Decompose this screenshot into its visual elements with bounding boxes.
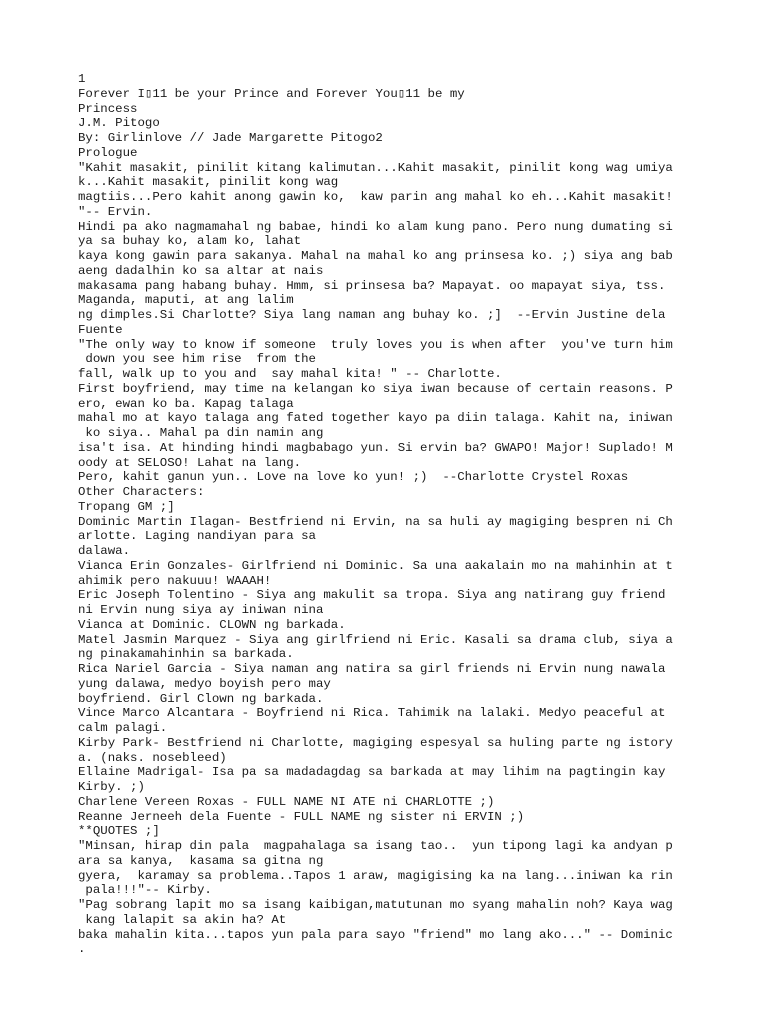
text-line: First boyfriend, may time na kelangan ko siya iwan because of certain reasons. P — [78, 381, 673, 396]
text-line: Vianca at Dominic. CLOWN ng barkada. — [78, 617, 346, 632]
text-line: Forever I▯11 be your Prince and Forever You▯11 be my — [78, 86, 465, 101]
text-line: 1 — [78, 72, 86, 86]
text-line: down you see him rise from the — [78, 352, 316, 367]
text-line: Hindi pa ako nagmamahal ng babae, hindi ko alam kung pano. Pero nung dumating si — [78, 219, 673, 234]
text-line: ero, ewan ko ba. Kapag talaga — [78, 396, 294, 411]
text-line: kang lalapit sa akin ha? At — [78, 912, 287, 927]
text-line: . — [78, 942, 86, 957]
text-line: yung dalawa, medyo boyish pero may — [78, 676, 331, 691]
text-line: ko siya.. Mahal pa din namin ang — [78, 426, 324, 440]
text-line: Rica Nariel Garcia - Siya naman ang natira sa girl friends ni Ervin nung nawala — [78, 662, 666, 676]
text-line: a. (naks. nosebleed) — [78, 750, 227, 765]
text-line: Dominic Martin Ilagan- Bestfriend ni Ervin, na sa huli ay magiging bespren ni Ch — [78, 514, 673, 529]
text-line: aeng dadalhin ko sa altar at nais — [78, 263, 324, 278]
text-line: J.M. Pitogo — [78, 116, 160, 131]
text-line: By: Girlinlove // Jade Margarette Pitogo2 — [78, 131, 383, 145]
text-line: Other Characters: — [78, 485, 205, 499]
text-line: Eric Joseph Tolentino - Siya ang makulit sa tropa. Siya ang natirang guy friend — [78, 588, 666, 603]
text-line: Kirby Park- Bestfriend ni Charlotte, magiging espesyal sa huling parte ng istory — [78, 735, 673, 750]
text-line: boyfriend. Girl Clown ng barkada. — [78, 691, 324, 706]
text-line: Vince Marco Alcantara - Boyfriend ni Rica. Tahimik na lalaki. Medyo peaceful at — [78, 706, 666, 721]
text-line: k...Kahit masakit, pinilit kong wag — [78, 175, 339, 190]
text-line: calm palagi. — [78, 721, 168, 735]
text-line: magtiis...Pero kahit anong gawin ko, kaw parin ang mahal ko eh...Kahit masakit! — [78, 190, 673, 204]
text-line: Tropang GM ;] — [78, 499, 175, 514]
text-line: Princess — [78, 101, 138, 116]
text-line: Fuente — [78, 322, 123, 337]
text-line: arlotte. Laging nandiyan para sa — [78, 529, 316, 544]
text-line: oody at SELOSO! Lahat na lang. — [78, 455, 302, 470]
text-line: makasama pang habang buhay. Hmm, si prinsesa ba? Mapayat. oo mapayat siya, tss. — [78, 278, 666, 293]
text-line: fall, walk up to you and say mahal kita! " -- Charlotte. — [78, 367, 502, 381]
text-line: Maganda, maputi, at ang lalim — [78, 293, 294, 308]
text-line: mahal mo at kayo talaga ang fated together kayo pa diin talaga. Kahit na, iniwan — [78, 411, 673, 426]
text-line: **QUOTES ;] — [78, 824, 160, 839]
text-line: dalawa. — [78, 544, 131, 558]
text-line: "Minsan, hirap din pala magpahalaga sa isang tao.. yun tipong lagi ka andyan p — [78, 839, 673, 853]
text-line: Pero, kahit ganun yun.. Love na love ko yun! ;) --Charlotte Crystel Roxas — [78, 470, 629, 485]
text-line: ara sa kanya, kasama sa gitna ng — [78, 853, 324, 868]
text-line: "-- Ervin. — [78, 204, 153, 219]
text-line: kaya kong gawin para sakanya. Mahal na mahal ko ang prinsesa ko. ;) siya ang bab — [78, 249, 673, 263]
text-line: isa't isa. At hinding hindi magbabago yun. Si ervin ba? GWAPO! Major! Suplado! M — [78, 440, 673, 455]
text-line: Charlene Vereen Roxas - FULL NAME NI ATE ni CHARLOTTE ;) — [78, 794, 495, 809]
text-line: Matel Jasmin Marquez - Siya ang girlfriend ni Eric. Kasali sa drama club, siya a — [78, 632, 673, 647]
text-line: Prologue — [78, 145, 138, 160]
text-line: ng dimples.Si Charlotte? Siya lang naman ang buhay ko. ;] --Ervin Justine dela — [78, 308, 666, 322]
text-line: Ellaine Madrigal- Isa pa sa madadagdag sa barkada at may lihim na pagtingin kay — [78, 765, 666, 780]
text-line: baka mahalin kita...tapos yun pala para sayo "friend" mo lang ako..." -- Dominic — [78, 927, 673, 942]
text-line: Reanne Jerneeh dela Fuente - FULL NAME ng sister ni ERVIN ;) — [78, 809, 525, 824]
text-line: pala!!!"-- Kirby. — [78, 883, 212, 898]
text-line: ya sa buhay ko, alam ko, lahat — [78, 234, 302, 249]
text-line: "Pag sobrang lapit mo sa isang kaibigan,matutunan mo syang mahalin noh? Kaya wag — [78, 898, 673, 912]
text-line: ni Ervin nung siya ay iniwan nina — [78, 603, 324, 617]
text-line: "The only way to know if someone truly loves you is when after you've turn him — [78, 337, 673, 352]
text-line: Vianca Erin Gonzales- Girlfriend ni Dominic. Sa una aakalain mo na mahinhin at t — [78, 558, 673, 573]
text-line: ng pinakamahinhin sa barkada. — [78, 647, 294, 662]
text-line: Kirby. ;) — [78, 780, 145, 794]
text-line: ahimik pero nakuuu! WAAAH! — [78, 573, 272, 588]
text-line: gyera, karamay sa problema..Tapos 1 araw, magigising ka na lang...iniwan ka rin — [78, 868, 673, 883]
document-text — [78, 72, 758, 957]
text-line: "Kahit masakit, pinilit kitang kalimutan...Kahit masakit, pinilit kong wag umiya — [78, 160, 673, 175]
